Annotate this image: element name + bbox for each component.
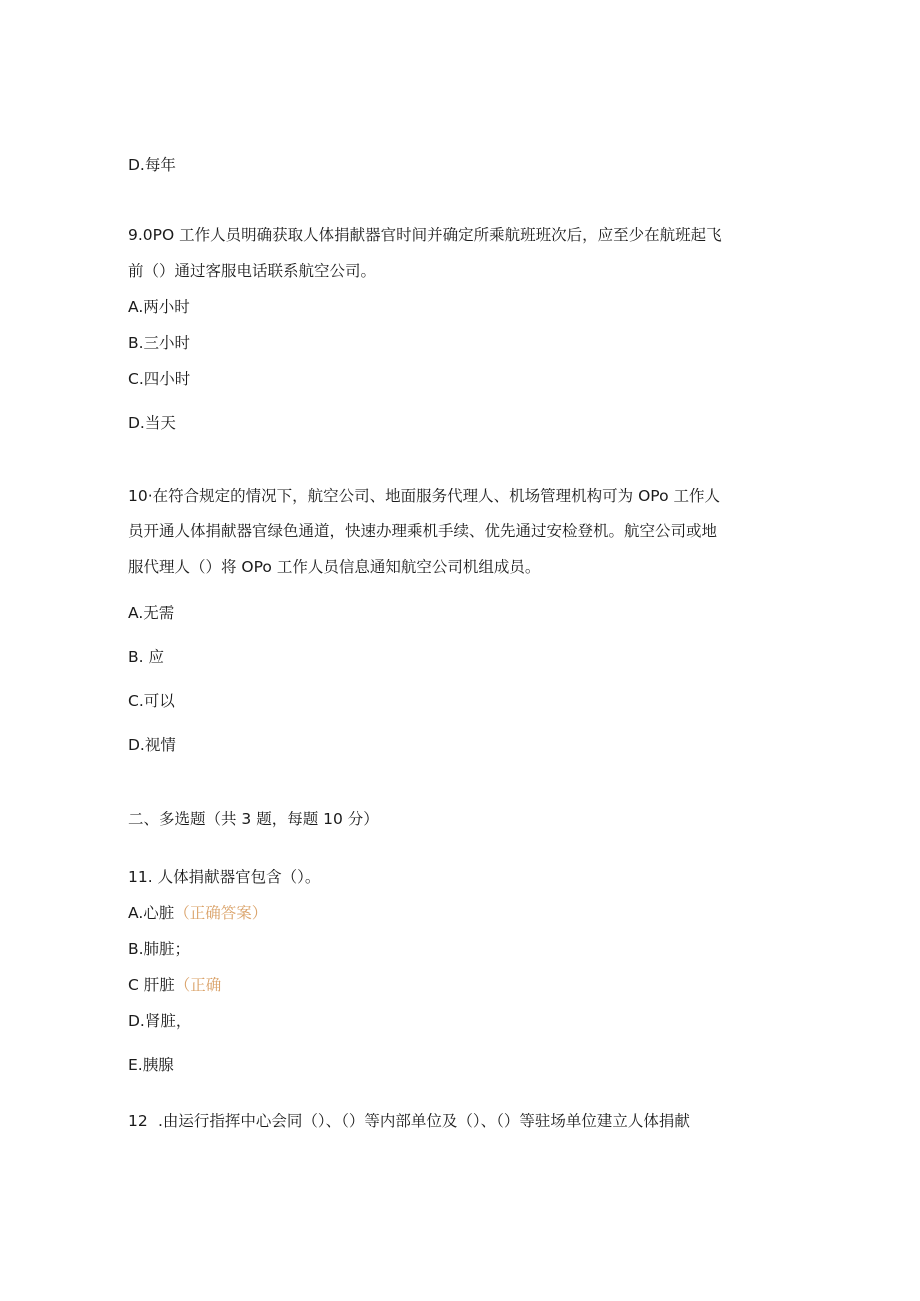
- q10-stem-line-1: 10·在符合规定的情况下，航空公司、地面服务代理人、机场管理机构可为 OPo 工作人: [128, 487, 720, 505]
- q10-option-d: D.视情: [128, 736, 176, 754]
- q11-option-e: E.胰腺: [128, 1056, 174, 1074]
- q11-option-c: [128, 975, 221, 995]
- q12-stem: [128, 1111, 690, 1131]
- q9-stem-line-1: 9.0PO 工作人员明确获取人体捐献器官时间并确定所乘航班班次后，应至少在航班起飞: [128, 226, 722, 244]
- q11-option-a-text: A.心脏: [128, 904, 175, 922]
- q10-stem-line-2: 员开通人体捐献器官绿色通道，快速办理乘机手续、优先通过安检登机。航空公司或地: [128, 522, 718, 540]
- q10-option-b: B. 应: [128, 648, 164, 666]
- q11-stem: 11. 人体捐献器官包含（）。: [128, 868, 321, 886]
- q11-option-c-text: C 肝脏: [128, 976, 175, 994]
- q10-option-c: C.可以: [128, 692, 175, 710]
- q12-stem-text: .由运行指挥中心会同（）、（）等内部单位及（）、（）等驻场单位建立人体捐献: [158, 1112, 690, 1130]
- q10-stem-line-3: 服代理人（）将 OPo 工作人员信息通知航空公司机组成员。: [128, 558, 541, 576]
- correct-answer-mark: （正确: [174, 976, 222, 994]
- q12-number: 12: [128, 1112, 148, 1130]
- q9-option-b: B.三小时: [128, 334, 191, 352]
- q9-stem-line-2: 前（）通过客服电话联系航空公司。: [128, 262, 377, 280]
- q9-option-c: C.四小时: [128, 370, 191, 388]
- q11-option-d: D.肾脏，: [128, 1012, 192, 1030]
- q11-option-a: [128, 903, 267, 923]
- section-heading-multiple-choice: 二、多选题（共 3 题，每题 10 分）: [128, 810, 379, 828]
- q10-option-a: A.无需: [128, 604, 175, 622]
- q11-option-b: B.肺脏；: [128, 940, 191, 958]
- q8-option-d: D.每年: [128, 156, 176, 174]
- q9-option-d: D.当天: [128, 414, 176, 432]
- correct-answer-mark: （正确答案）: [174, 904, 268, 922]
- q9-option-a: A.两小时: [128, 298, 190, 316]
